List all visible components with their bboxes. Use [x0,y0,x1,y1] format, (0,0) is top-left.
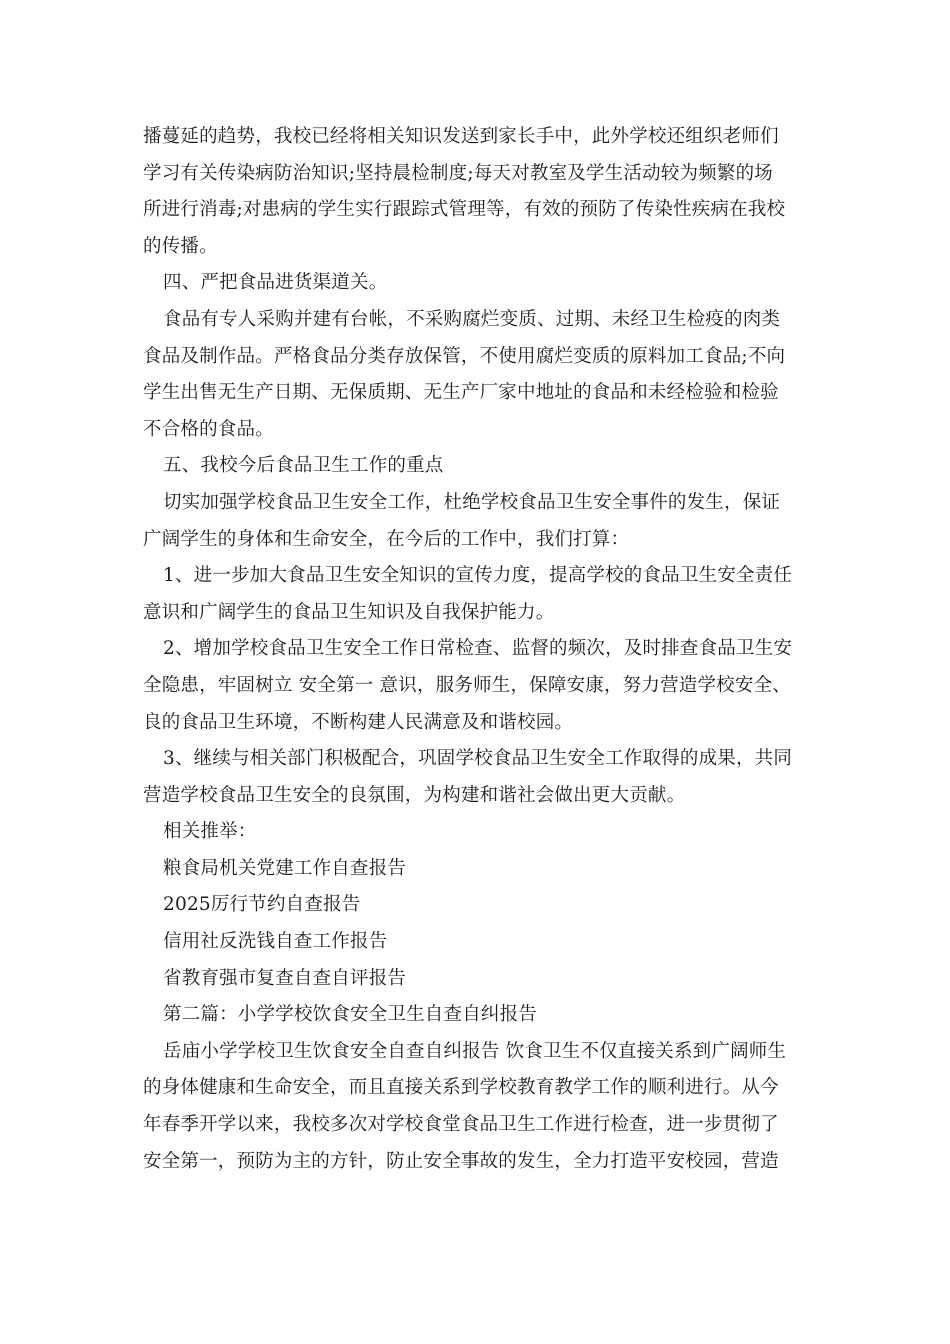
text-line: 岳庙小学学校卫生饮食安全自查自纠报告 饮食卫生不仅直接关系到广阔师生 [163,1040,787,1062]
related-item: 省教育强市复查自查自评报告 [163,967,407,989]
document-body [143,119,808,1180]
related-item: 信用社反洗钱自查工作报告 [163,931,388,953]
text-line: 所进行消毒;对患病的学生实行跟踪式管理等，有效的预防了传染性疾病在我校 [143,199,786,221]
text-line: 全隐患，牢固树立 安全第一 意识，服务师生，保障安康，努力营造学校安全、 [143,674,791,696]
text-line: 不合格的食品。 [143,418,274,440]
related-item: 2025厉行节约自查报告 [163,894,361,916]
related-item: 粮食局机关党建工作自查报告 [163,857,407,879]
text-line: 安全第一，预防为主的方针，防止安全事故的发生，全力打造平安校园，营造 [143,1150,779,1172]
text-line: 学习有关传染病防治知识;坚持晨检制度;每天对教室及学生活动较为频繁的场 [143,162,773,184]
text-line: 良的食品卫生环境，不断构建人民满意及和谐校园。 [143,711,574,733]
section-heading: 五、我校今后食品卫生工作的重点 [163,455,444,477]
chapter-heading: 第二篇：小学学校饮食安全卫生自查自纠报告 [163,1004,538,1026]
text-line: 广阔学生的身体和生命安全，在今后的工作中，我们打算： [143,528,630,550]
text-line: 的身体健康和生命安全，而且直接关系到学校教育教学工作的顺利进行。从今 [143,1077,779,1099]
text-line: 播蔓延的趋势，我校已经将相关知识发送到家长手中，此外学校还组织老师们 [143,126,779,147]
related-heading: 相关推举： [163,821,257,843]
section-heading: 四、严把食品进货渠道关。 [163,272,388,294]
list-item: 1、进一步加大食品卫生安全知识的宣传力度，提高学校的食品卫生安全责任 [163,565,793,587]
text-line: 营造学校食品卫生安全的良氛围，为构建和谐社会做出更大贡献。 [143,784,686,806]
list-item: 3、继续与相关部门积极配合，巩固学校食品卫生安全工作取得的成果，共同 [163,748,793,770]
text-line: 年春季开学以来，我校多次对学校食堂食品卫生工作进行检查，进一步贯彻了 [143,1114,779,1136]
text-line: 的传播。 [143,235,218,257]
text-line: 切实加强学校食品卫生安全工作，杜绝学校食品卫生安全事件的发生，保证 [163,491,781,513]
text-line: 食品有专人采购并建有台帐，不采购腐烂变质、过期、未经卫生检疫的肉类 [163,308,781,330]
text-line: 意识和广阔学生的食品卫生知识及自我保护能力。 [143,601,555,623]
text-line: 学生出售无生产日期、无保质期、无生产厂家中地址的食品和未经检验和检验 [143,382,779,404]
list-item: 2、增加学校食品卫生安全工作日常检查、监督的频次，及时排查食品卫生安 [163,638,793,660]
text-line: 食品及制作品。严格食品分类存放保管，不使用腐烂变质的原料加工食品;不向 [143,345,786,367]
